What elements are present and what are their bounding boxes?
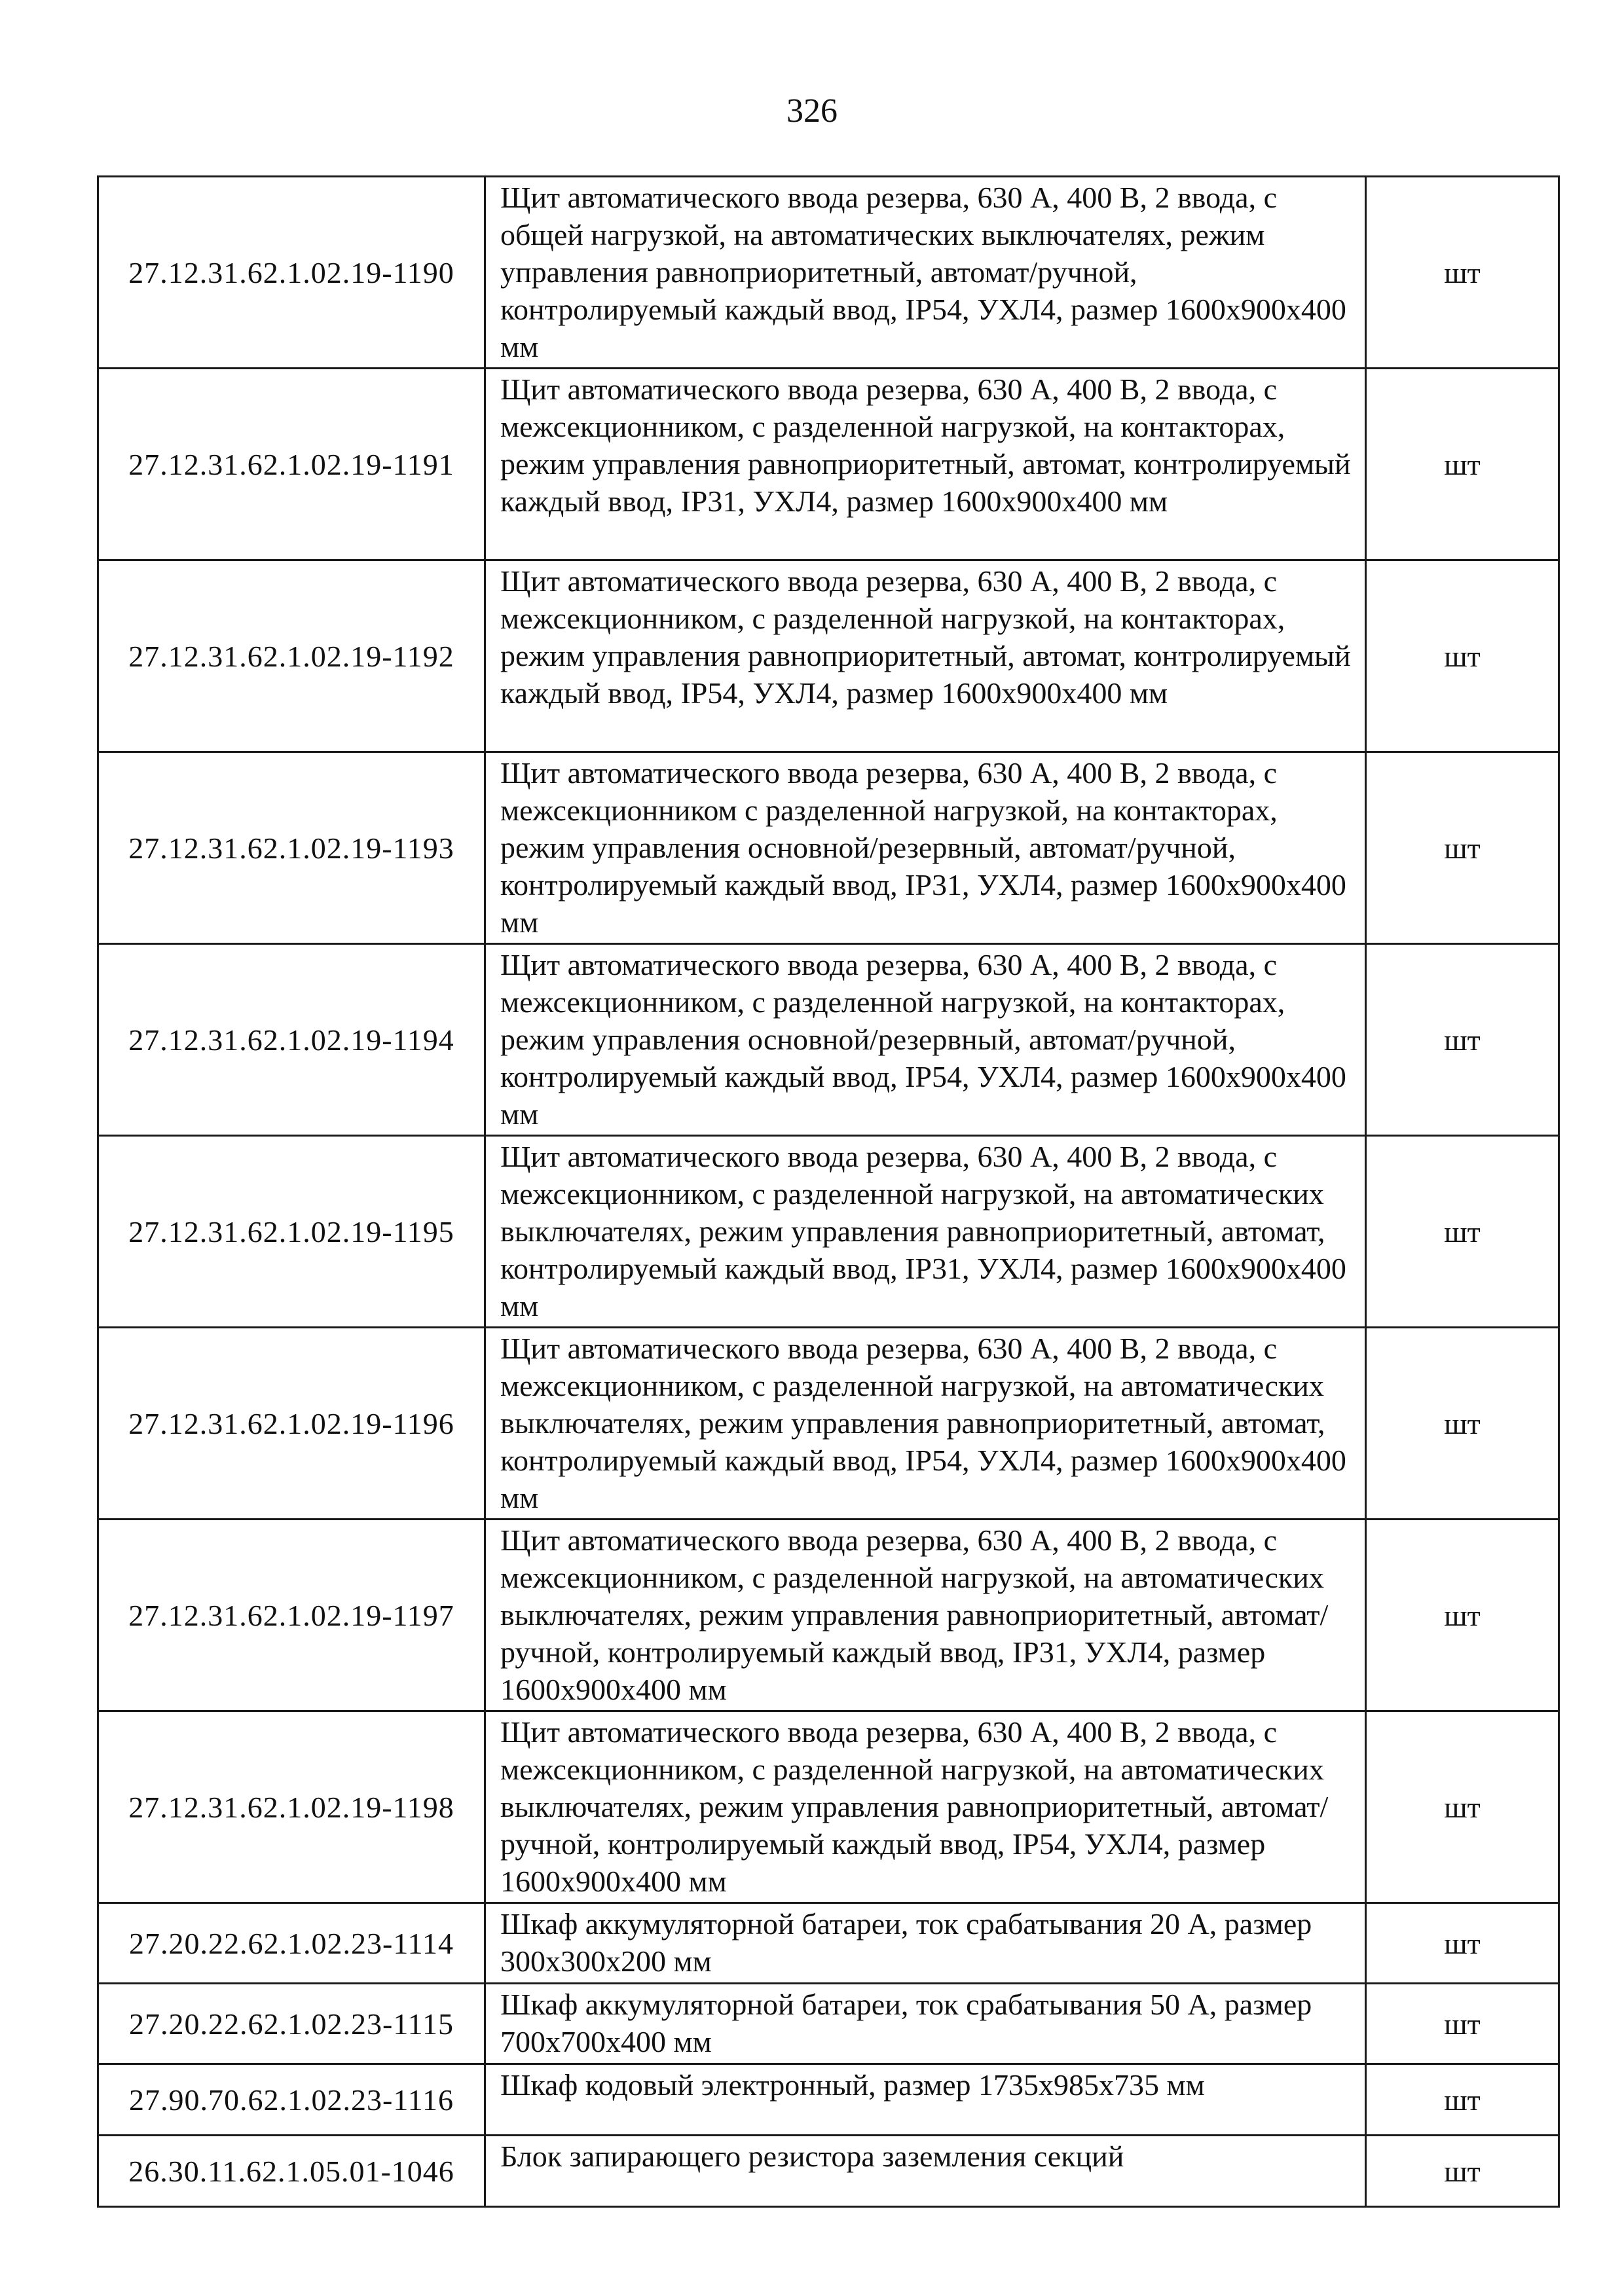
item-code: 27.12.31.62.1.02.19-1193 xyxy=(98,752,485,944)
item-code: 27.12.31.62.1.02.19-1191 xyxy=(98,369,485,560)
table-row xyxy=(98,1136,1559,1328)
item-unit: шт xyxy=(1366,177,1559,369)
item-unit: шт xyxy=(1366,369,1559,560)
item-code: 27.12.31.62.1.02.19-1190 xyxy=(98,177,485,369)
item-description: Шкаф аккумуляторной батареи, ток срабатывания 20 А, размер 300x300x200 мм xyxy=(485,1903,1366,1984)
item-unit: шт xyxy=(1366,1711,1559,1903)
item-unit: шт xyxy=(1366,752,1559,944)
item-description: Щит автоматического ввода резерва, 630 А, 400 В, 2 ввода, с межсекционником, с разделенной нагрузкой, на автоматических выключателях, режим управления равноприоритетный, автомат, контролируемый каждый ввод, IP31, УХЛ4, размер 1600x900x400 мм xyxy=(485,1136,1366,1328)
item-unit: шт xyxy=(1366,1984,1559,2064)
item-unit: шт xyxy=(1366,944,1559,1136)
item-code: 27.20.22.62.1.02.23-1115 xyxy=(98,1984,485,2064)
item-code: 27.12.31.62.1.02.19-1195 xyxy=(98,1136,485,1328)
item-unit: шт xyxy=(1366,1136,1559,1328)
table-row xyxy=(98,944,1559,1136)
item-unit: шт xyxy=(1366,2064,1559,2136)
item-description: Щит автоматического ввода резерва, 630 А, 400 В, 2 ввода, с межсекционником, с разделенной нагрузкой, на контакторах, режим управления равноприоритетный, автомат, контролируемый каждый ввод, IP54, УХЛ4, размер 1600x900x400 мм xyxy=(485,560,1366,752)
table-row xyxy=(98,752,1559,944)
item-code: 26.30.11.62.1.05.01-1046 xyxy=(98,2136,485,2207)
item-description: Щит автоматического ввода резерва, 630 А, 400 В, 2 ввода, с межсекционником, с разделенной нагрузкой, на контакторах, режим управления основной/резервный, автомат/ручной, контролируемый каждый ввод, IP54, УХЛ4, размер 1600x900x400 мм xyxy=(485,944,1366,1136)
item-code: 27.12.31.62.1.02.19-1192 xyxy=(98,560,485,752)
item-description: Щит автоматического ввода резерва, 630 А, 400 В, 2 ввода, с межсекционником, с разделенной нагрузкой, на автоматических выключателях, режим управления равноприоритетный, автомат/ручной, контролируемый каждый ввод, IP31, УХЛ4, размер 1600x900x400 мм xyxy=(485,1520,1366,1711)
table-row xyxy=(98,369,1559,560)
table-row xyxy=(98,2064,1559,2136)
page-number: 326 xyxy=(786,92,838,130)
item-description: Щит автоматического ввода резерва, 630 А, 400 В, 2 ввода, с межсекционником с разделенной нагрузкой, на контакторах, режим управления основной/резервный, автомат/ручной, контролируемый каждый ввод, IP31, УХЛ4, размер 1600x900x400 мм xyxy=(485,752,1366,944)
item-unit: шт xyxy=(1366,1328,1559,1520)
table-row xyxy=(98,2136,1559,2207)
item-code: 27.90.70.62.1.02.23-1116 xyxy=(98,2064,485,2136)
item-unit: шт xyxy=(1366,2136,1559,2207)
price-table xyxy=(97,175,1560,2208)
item-code: 27.12.31.62.1.02.19-1198 xyxy=(98,1711,485,1903)
item-description: Щит автоматического ввода резерва, 630 А, 400 В, 2 ввода, с межсекционником, с разделенной нагрузкой, на автоматических выключателях, режим управления равноприоритетный, автомат/ручной, контролируемый каждый ввод, IP54, УХЛ4, размер 1600x900x400 мм xyxy=(485,1711,1366,1903)
item-code: 27.12.31.62.1.02.19-1194 xyxy=(98,944,485,1136)
item-unit: шт xyxy=(1366,1520,1559,1711)
table-row xyxy=(98,1984,1559,2064)
item-unit: шт xyxy=(1366,560,1559,752)
item-unit: шт xyxy=(1366,1903,1559,1984)
item-code: 27.20.22.62.1.02.23-1114 xyxy=(98,1903,485,1984)
table-row xyxy=(98,1520,1559,1711)
table-row xyxy=(98,560,1559,752)
item-description: Щит автоматического ввода резерва, 630 А, 400 В, 2 ввода, с межсекционником, с разделенной нагрузкой, на контакторах, режим управления равноприоритетный, автомат, контролируемый каждый ввод, IP31, УХЛ4, размер 1600x900x400 мм xyxy=(485,369,1366,560)
item-description: Щит автоматического ввода резерва, 630 А, 400 В, 2 ввода, с общей нагрузкой, на автоматических выключателях, режим управления равноприоритетный, автомат/ручной, контролируемый каждый ввод, IP54, УХЛ4, размер 1600x900x400 мм xyxy=(485,177,1366,369)
item-code: 27.12.31.62.1.02.19-1197 xyxy=(98,1520,485,1711)
table-row xyxy=(98,1328,1559,1520)
table-row xyxy=(98,1711,1559,1903)
item-description: Блок запирающего резистора заземления секций xyxy=(485,2136,1366,2207)
item-code: 27.12.31.62.1.02.19-1196 xyxy=(98,1328,485,1520)
item-description: Шкаф кодовый электронный, размер 1735x985x735 мм xyxy=(485,2064,1366,2136)
table-row xyxy=(98,1903,1559,1984)
item-description: Щит автоматического ввода резерва, 630 А, 400 В, 2 ввода, с межсекционником, с разделенной нагрузкой, на автоматических выключателях, режим управления равноприоритетный, автомат, контролируемый каждый ввод, IP54, УХЛ4, размер 1600x900x400 мм xyxy=(485,1328,1366,1520)
item-description: Шкаф аккумуляторной батареи, ток срабатывания 50 А, размер 700x700x400 мм xyxy=(485,1984,1366,2064)
table-row xyxy=(98,177,1559,369)
